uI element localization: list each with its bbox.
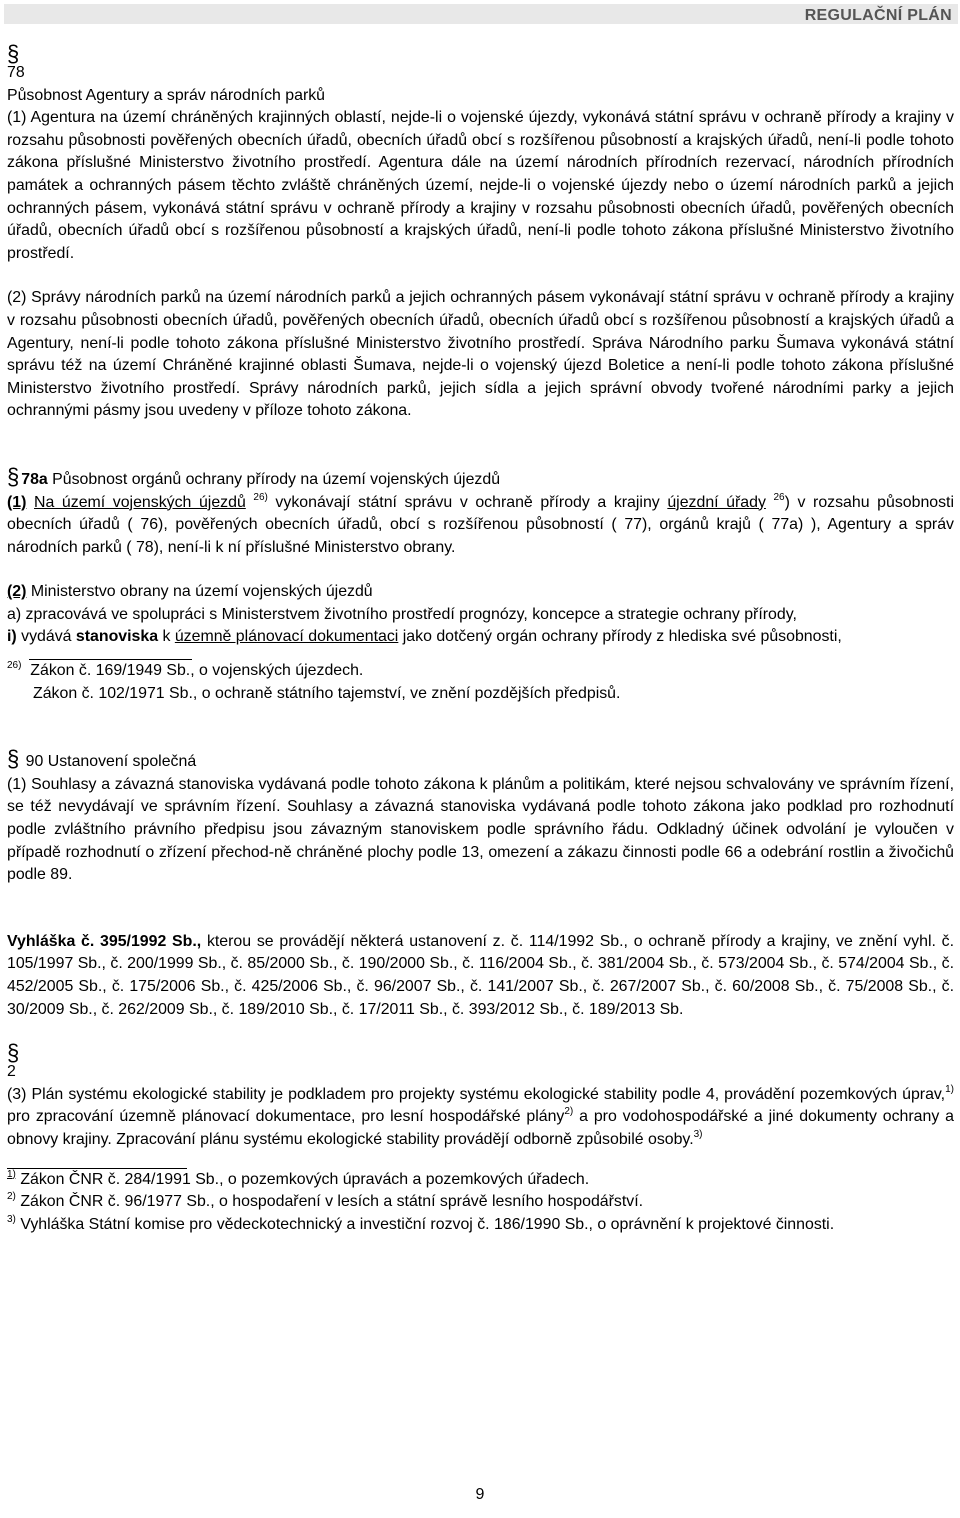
section-78-marker [7,40,954,67]
section-78a-paragraph-2 [7,581,954,604]
vyhlaska-paragraph [7,931,954,1021]
section-78a-item-a: a) zpracovává ve spolupráci s Ministerstvem životního prostředí prognózy, koncepce a strategie ochrany přírody, [7,605,797,623]
footnote-text: Zákon č. 169/1949 Sb., o vojenských újezdech. [30,662,364,680]
footnote-ref[interactable]: 26) [253,491,268,503]
section-90-title: 90 Ustanovení společná [21,753,197,771]
document-page [7,40,955,1236]
section-2-number: 2 [7,1063,16,1081]
paragraph-number: (2) [7,583,27,601]
section-78a-number: 78a [21,470,48,488]
section-symbol: § [7,463,20,490]
link-uzemne-planovaci-dokumentace[interactable]: územně plánovací dokumentaci [174,628,399,646]
item-label: i) [7,628,17,646]
footnote-2 [7,1191,954,1214]
footnote-26-line-2 [7,683,954,706]
section-78a-item-i [7,626,954,649]
section-78-heading: Působnost Agentury a správ národních parků [7,86,326,104]
footnote-ref[interactable]: 3) [693,1128,703,1140]
section-90-paragraph-1: (1) Souhlasy a závazná stanoviska vydávaná podle tohoto zákona k plánům a politikám, které nejsou schvalovány ve správním řízení, se též nevydávají ve správním řízení. Souhlasy a závazná stanoviska vydávaná podle tohoto zákona jako podklad pro rozhodnutí podle zvláštního právního předpisu jsou závazným stanoviskem podle správního řádu. Odkladný účinek odvolání je vyloučen v případě rozhodnutí o zřízení přechod-ně chráněné plochy podle 13, omezení a zákazu činnosti podle 66 a odebrání rostlin a živočichů podle 89. [7,775,954,884]
paragraph-text: pro zpracování územně plánovací dokumentace, pro lesní hospodářské plány [7,1108,565,1126]
footnote-mark: 3) [7,1213,16,1225]
footnote-1 [7,1169,954,1192]
section-symbol: § [7,745,20,772]
section-78-paragraph-1: (1) Agentura na území chráněných krajinných oblastí, nejde-li o vojenské újezdy, vykonává státní správu v ochraně přírody a krajiny v rozsahu působnosti pověřených obecních úřadů, obecních úřadů obcí s rozšířenou působností a krajských úřadů, není-li podle tohoto zákona příslušné Ministerstvo životního prostředí. Agentura dále na území národních přírodních rezervací, národních přírodních památek a ochranných pásem těchto zvláště chráněných území, nejde-li o vojenské újezdy nebo o území národních parků a jejich ochranných pásem, vykonává státní správu v ochraně přírody a krajiny v rozsahu působnosti obecních úřadů, pověřených obecních úřadů, obecních úřadů obcí s rozšířenou působností a krajských úřadů, není-li podle tohoto zákona příslušné Ministerstvo životního prostředí. [7,109,954,262]
header-title: REGULAČNÍ PLÁN [804,7,952,24]
section-2-marker [7,1039,954,1066]
paragraph-number: (1) [7,493,27,511]
footnote-text: Zákon ČNR č. 284/1991 Sb., o pozemkových úpravách a pozemkových úřadech. [15,1170,590,1188]
footnote-text: Zákon č. 102/1971 Sb., o ochraně státního tajemství, ve znění pozdějších předpisů. [33,684,621,702]
section-78-paragraph-2: (2) Správy národních parků na území národních parků a jejich ochranných pásem vykonávají státní správu v ochraně přírody a krajiny v rozsahu působnosti obecních úřadů, pověřených obecních úřadů, obecních úřadů obcí s rozšířenou působností a krajských úřadů a Agentury, není-li podle tohoto zákona příslušné Ministerstvo životního prostředí. Správa Národního parku Šumava vykonává státní správu též na území Chráněné krajinné oblasti Šumava, nejde-li o vojenský újezd Boletice a není-li podle tohoto zákona příslušné Ministerstvo životního prostředí. Správy národních parků, jejich sídla a jejich správní obvody tvořené národními parky a jejich ochrannými pásmy jsou uvedeny v příloze tohoto zákona. [7,289,954,420]
section-78a-paragraph-1 [7,492,954,560]
footnote-3 [7,1214,954,1237]
header-band [4,4,958,24]
paragraph-text: a pro vodohospodářské a jiné dokumenty ochrany a obnovy krajiny. Zpracování plánu systému ekologické stability provádějí odborně způsobilé osoby. [7,1108,954,1148]
section-2-paragraph-3 [7,1084,954,1152]
vyhlaska-text: kterou se provádějí některá ustanovení z. č. 114/1992 Sb., o ochraně přírody a krajiny, ve znění vyhl. č. 105/1997 Sb., č. 200/1999 Sb., č. 85/2000 Sb., č. 190/2000 Sb., č. 116/2004 Sb., č. 381/2004 Sb., č. 573/2004 Sb., č. 574/2004 Sb., č. 452/2005 Sb., č. 175/2006 Sb., č. 425/2006 Sb., č. 96/2007 Sb., č. 141/2007 Sb., č. 267/2007 Sb., č. 60/2008 Sb., č. 75/2008 Sb., č. 30/2009 Sb., č. 262/2009 Sb., č. 189/2010 Sb., č. 17/2011 Sb., č. 393/2012 Sb., č. 189/2013 Sb. [7,932,954,1018]
footnote-mark: 26) [7,660,22,672]
footnote-text: Zákon ČNR č. 96/1977 Sb., o hospodaření v lesích a státní správě lesního hospodářství. [15,1193,644,1211]
footnote-ref[interactable]: 1) [945,1083,954,1095]
item-text: vydává [16,628,76,646]
item-text: k [158,628,175,646]
section-78a-heading [7,463,954,492]
section-78-number: 78 [7,64,25,81]
section-symbol: § [7,40,20,67]
link-ujezdni-urady[interactable]: újezdní úřady [667,493,766,511]
footnote-mark: 2) [7,1191,16,1203]
section-78a-title: Působnost orgánů ochrany přírody na území vojenských újezdů [47,470,501,488]
footnote-mark: 1) [7,1168,16,1180]
footnote-ref[interactable]: 2) [564,1106,574,1118]
link-vojenske-ujezdy[interactable]: Na území vojenských újezdů [34,493,246,511]
page-number: 9 [475,1486,485,1503]
vyhlaska-title: Vyhláška č. 395/1992 Sb., [7,932,202,950]
footnote-26 [7,660,954,683]
item-text: jako dotčený orgán ochrany přírody z hlediska své působnosti, [398,628,842,646]
section-90-heading [7,745,954,774]
footnote-text: Vyhláška Státní komise pro vědeckotechnický a investiční rozvoj č. 186/1990 Sb., o oprávnění k projektové činnosti. [15,1215,835,1233]
paragraph-text: Ministerstvo obrany na území vojenských újezdů [26,583,373,601]
paragraph-text: vykonávají státní správu v ochraně přírody a krajiny [267,493,668,511]
footnote-ref[interactable]: 26 [773,491,785,503]
item-bold: stanoviska [75,628,159,646]
paragraph-text: (3) Plán systému ekologické stability je podkladem pro projekty systému ekologické stability podle 4, provádění pozemkových úprav, [7,1085,946,1103]
paragraph-text: ) v rozsahu působnosti obecních úřadů ( 76), pověřených obecních úřadů, obcí s rozšířenou působností ( 77), orgánů krajů ( 77a) ), Agentury a správ národních parků ( 78), není-li k ní příslušné Ministerstvo obrany. [7,493,955,556]
section-symbol: § [7,1039,20,1066]
